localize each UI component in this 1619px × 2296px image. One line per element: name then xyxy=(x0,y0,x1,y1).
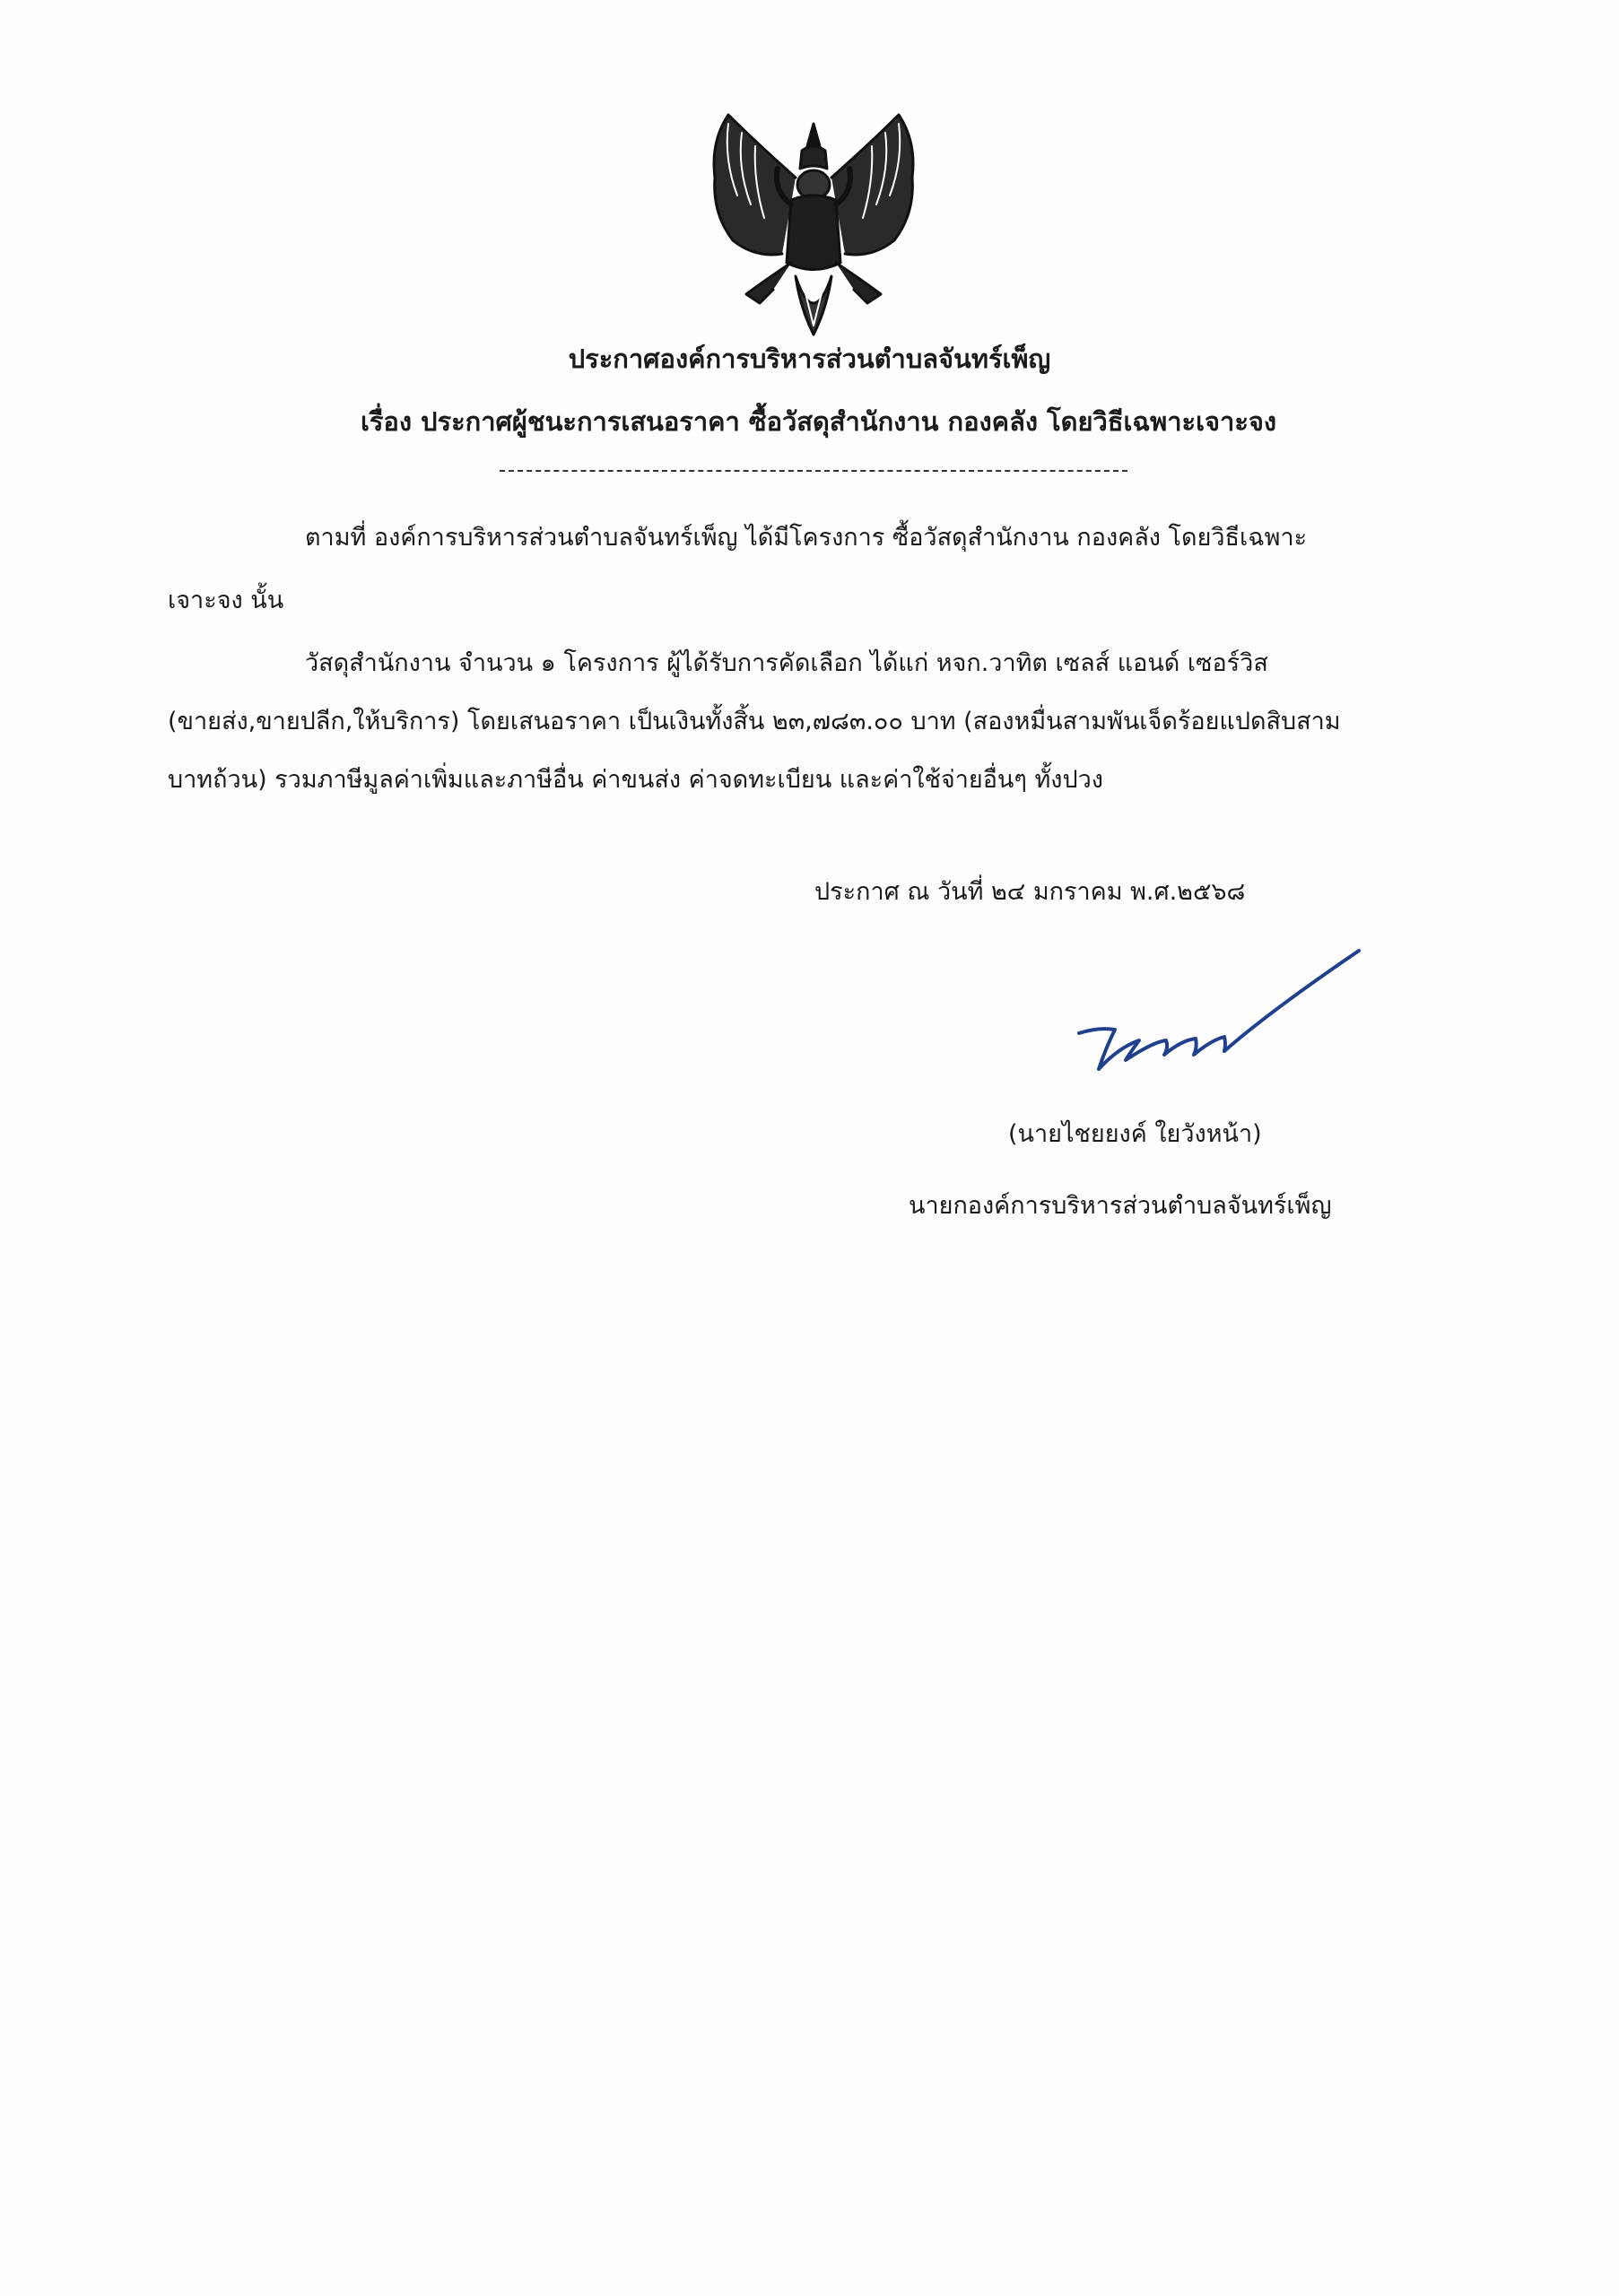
signer-name: (นายไชยยงค์ ใยวังหน้า) xyxy=(1008,1120,1262,1148)
announcement-title: ประกาศองค์การบริหารส่วนตำบลจันทร์เพ็ญ xyxy=(568,344,1051,374)
announcement-date: ประกาศ ณ วันที่ ๒๔ มกราคม พ.ศ.๒๕๖๘ xyxy=(814,878,1246,906)
body-paragraph-1-line-1: ตามที่ องค์การบริหารส่วนตำบลจันทร์เพ็ญ ได้มีโครงการ ซื้อวัสดุสำนักงาน กองคลัง โดยวิธีเฉพาะ xyxy=(305,524,1308,552)
body-paragraph-2-line-2: (ขายส่ง,ขายปลีก,ให้บริการ) โดยเสนอราคา เป็นเงินทั้งสิ้น ๒๓,๗๘๓.๐๐ บาท (สองหมื่นสามพันเจ็ดร้อยแปดสิบสาม xyxy=(168,708,1341,735)
body-paragraph-2-line-1: วัสดุสำนักงาน จำนวน ๑ โครงการ ผู้ได้รับการคัดเลือก ได้แก่ หจก.วาทิต เซลส์ แอนด์ เซอร์วิส xyxy=(305,649,1268,677)
announcement-subject: เรื่อง ประกาศผู้ชนะการเสนอราคา ซื้อวัสดุสำนักงาน กองคลัง โดยวิธีเฉพาะเจาะจง xyxy=(360,406,1277,437)
body-paragraph-1-line-2: เจาะจง นั้น xyxy=(168,587,284,614)
body-paragraph-2-line-3: บาทถ้วน) รวมภาษีมูลค่าเพิ่มและภาษีอื่น ค่าขนส่ง ค่าจดทะเบียน และค่าใช้จ่ายอื่นๆ ทั้งปวง xyxy=(168,766,1103,794)
dashed-divider xyxy=(500,470,1127,472)
signer-position: นายกองค์การบริหารส่วนตำบลจันทร์เพ็ญ xyxy=(909,1192,1332,1220)
garuda-emblem-icon xyxy=(692,106,935,348)
handwritten-signature xyxy=(1063,942,1377,1076)
